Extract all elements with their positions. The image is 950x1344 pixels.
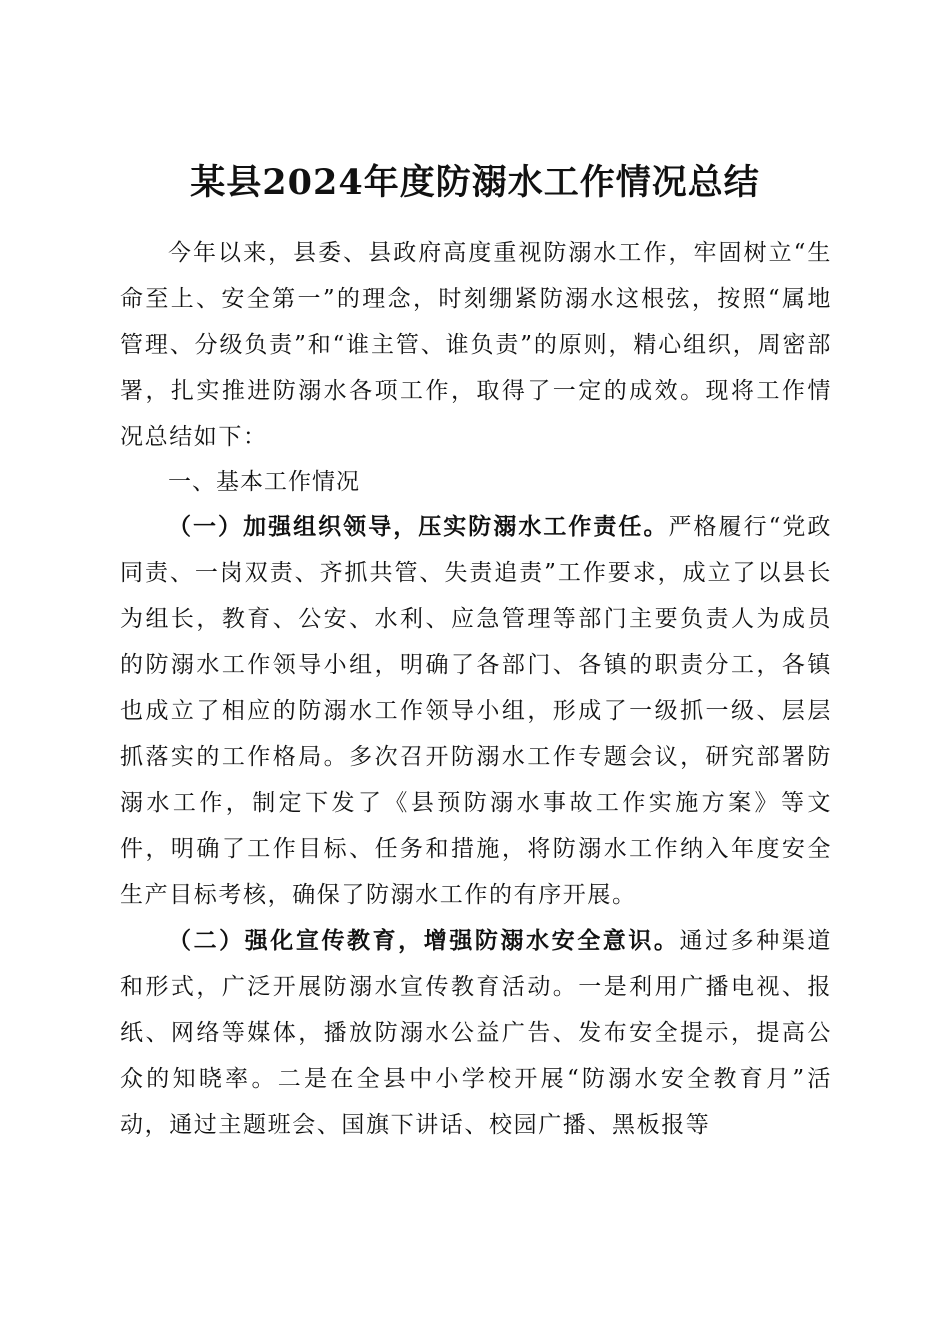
- subsection-1-paragraph: [120, 504, 832, 918]
- document-title: 某县2024年度防溺水工作情况总结: [190, 162, 760, 204]
- subsection-1-text: 严格履行“党政同责、一岗双责、齐抓共管、失责追责”工作要求，成立了以县长为组长，教育、公安、水利、应急管理等部门主要负责人为成员的防溺水工作领导小组，明确了各部门、各镇的职责分工，各镇也成立了相应的防溺水工作领导小组，形成了一级抓一级、层层抓落实的工作格局。多次召开防溺水工作专题会议，研究部署防溺水工作，制定下发了《县预防溺水事故工作实施方案》等文件，明确了工作目标、任务和措施，将防溺水工作纳入年度安全生产目标考核，确保了防溺水工作的有序开展。: [120, 514, 833, 908]
- section-heading-basic-work: 一、基本工作情况: [168, 469, 360, 495]
- intro-paragraph: 今年以来，县委、县政府高度重视防溺水工作，牢固树立“生命至上、安全第一”的理念，时刻绷紧防溺水这根弦，按照“属地管理、分级负责”和“谁主管、谁负责”的原则，精心组织，周密部署，扎实推进防溺水各项工作，取得了一定的成效。现将工作情况总结如下：: [120, 240, 832, 450]
- subsection-2-text: 通过多种渠道和形式，广泛开展防溺水宣传教育活动。一是利用广播电视、报纸、网络等媒体，播放防溺水公益广告、发布安全提示，提高公众的知晓率。二是在全县中小学校开展“防溺水安全教育月”活动，通过主题班会、国旗下讲话、校园广播、黑板报等: [120, 928, 832, 1138]
- subsection-2-paragraph: [120, 918, 832, 1148]
- subsection-2-lead: （二）强化宣传教育，增强防溺水安全意识。: [168, 927, 680, 954]
- subsection-1-lead: （一）加强组织领导，压实防溺水工作责任。: [168, 513, 669, 540]
- document-body: [120, 230, 832, 1148]
